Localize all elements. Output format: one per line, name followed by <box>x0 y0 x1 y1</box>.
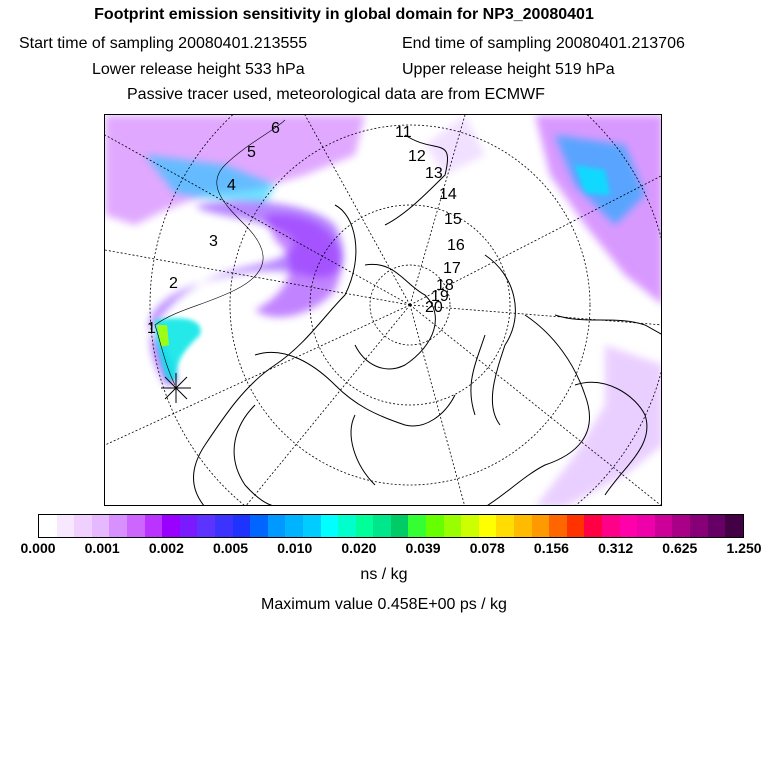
colorbar-tick-label: 0.078 <box>469 540 505 556</box>
colorbar-swatch <box>444 515 462 537</box>
track-label: 16 <box>447 237 465 254</box>
colorbar-swatch <box>74 515 92 537</box>
track-label: 12 <box>408 148 426 165</box>
colorbar-tick-label: 1.250 <box>726 540 762 556</box>
colorbar-swatch <box>620 515 638 537</box>
tracer-note: Passive tracer used, meteorological data are from ECMWF <box>127 86 545 103</box>
colorbar-swatch <box>162 515 180 537</box>
track-label: 6 <box>271 120 280 137</box>
colorbar-swatch <box>496 515 514 537</box>
track-label: 4 <box>227 177 236 194</box>
colorbar-swatch <box>356 515 374 537</box>
lower-height-label: Lower release height 533 hPa <box>92 61 305 78</box>
colorbar-swatch <box>426 515 444 537</box>
colorbar-units: ns / kg <box>360 566 408 583</box>
colorbar-swatch <box>303 515 321 537</box>
track-label: 13 <box>425 165 443 182</box>
colorbar-swatch <box>567 515 585 537</box>
colorbar-swatch <box>57 515 75 537</box>
colorbar-tick-label: 0.002 <box>148 540 184 556</box>
track-label: 11 <box>395 124 412 141</box>
track-label: 18 <box>436 277 454 294</box>
colorbar-swatch <box>637 515 655 537</box>
colorbar-swatch <box>197 515 215 537</box>
colorbar-swatch <box>532 515 550 537</box>
colorbar-swatch <box>145 515 163 537</box>
colorbar-tick-label: 0.625 <box>662 540 698 556</box>
upper-height-label: Upper release height 519 hPa <box>402 61 615 78</box>
colorbar-tick-label: 0.001 <box>84 540 120 556</box>
colorbar-swatch <box>391 515 409 537</box>
colorbar-swatch <box>690 515 708 537</box>
maximum-value-label: Maximum value 0.458E+00 ps / kg <box>261 596 507 613</box>
colorbar-swatch <box>250 515 268 537</box>
track-label: 20 <box>425 299 443 316</box>
colorbar-swatch <box>549 515 567 537</box>
colorbar <box>38 514 744 538</box>
colorbar-swatch <box>408 515 426 537</box>
track-label: 5 <box>247 144 256 161</box>
map-canvas <box>105 115 662 506</box>
colorbar-swatch <box>584 515 602 537</box>
track-label: 14 <box>439 186 457 203</box>
colorbar-swatch <box>602 515 620 537</box>
colorbar-swatch <box>479 515 497 537</box>
sensitivity-field <box>105 115 662 506</box>
colorbar-tick-label: 0.010 <box>277 540 313 556</box>
colorbar-tick-label: 0.000 <box>20 540 56 556</box>
colorbar-tick-label: 0.020 <box>341 540 377 556</box>
colorbar-swatch <box>655 515 673 537</box>
colorbar-swatch <box>338 515 356 537</box>
track-label: 17 <box>443 260 461 277</box>
colorbar-swatch <box>39 515 57 537</box>
plot-title: Footprint emission sensitivity in global domain for NP3_20080401 <box>94 6 594 23</box>
sensitivity-map <box>104 114 662 506</box>
colorbar-swatch <box>514 515 532 537</box>
colorbar-swatch <box>285 515 303 537</box>
release-point-star-icon <box>161 373 191 403</box>
colorbar-tick-label: 0.039 <box>405 540 441 556</box>
colorbar-swatch <box>109 515 127 537</box>
colorbar-swatch <box>127 515 145 537</box>
colorbar-swatch <box>233 515 251 537</box>
colorbar-swatch <box>725 515 743 537</box>
colorbar-swatch <box>461 515 479 537</box>
end-time-label: End time of sampling 20080401.213706 <box>402 35 685 52</box>
colorbar-tick-label: 0.005 <box>213 540 249 556</box>
colorbar-swatch <box>321 515 339 537</box>
colorbar-tick-labels <box>0 540 768 558</box>
colorbar-tick-label: 0.156 <box>533 540 569 556</box>
colorbar-swatch <box>373 515 391 537</box>
start-time-label: Start time of sampling 20080401.213555 <box>19 35 308 52</box>
colorbar-tick-label: 0.312 <box>598 540 634 556</box>
track-label: 15 <box>444 211 462 228</box>
colorbar-swatch <box>268 515 286 537</box>
track-label: 3 <box>209 233 218 250</box>
colorbar-swatch <box>180 515 198 537</box>
colorbar-swatch <box>708 515 726 537</box>
colorbar-swatch <box>672 515 690 537</box>
colorbar-swatch <box>92 515 110 537</box>
colorbar-swatch <box>215 515 233 537</box>
track-label: 2 <box>169 275 178 292</box>
track-label: 19 <box>431 288 449 305</box>
track-label: 1 <box>147 320 156 337</box>
